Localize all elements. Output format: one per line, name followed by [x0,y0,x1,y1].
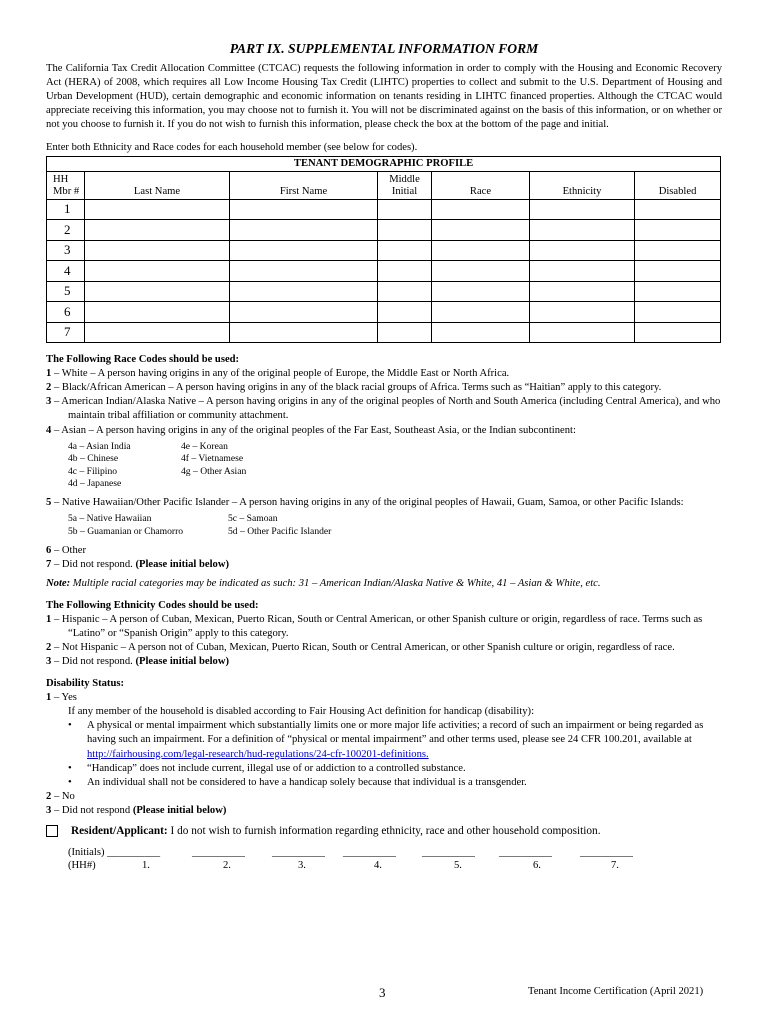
race-cell[interactable] [432,322,530,343]
race-codes-heading: The Following Race Codes should be used: [46,354,240,366]
initials-blank-4[interactable]: __________ [343,847,396,859]
initials-blank-5[interactable]: __________ [422,847,475,859]
asian-subcodes [68,441,722,491]
disabled-cell[interactable] [635,199,721,220]
race-cell[interactable] [432,302,530,323]
disability-bullet-impairment: • A physical or mental impairment which substantially limits one or more major life activities; a record of such an impairment or being regarded as having such an impairment. For a definition of “physical or mental impairment” and other terms used, please see 24 CFR 100.201, available at http://fairhousing.com/legal-research/hud-regulations/24-cfr-100201-definitions. [68,719,722,761]
resident-optout-text: I do not wish to furnish information regarding ethnicity, race and other household composition. [167,824,601,837]
resident-optout-row [46,824,722,838]
last-name-cell[interactable] [85,281,230,302]
hh-mbr-number: 5 [47,281,85,302]
table-header-row [47,171,721,199]
multiple-race-note: Note: Multiple racial categories may be indicated as such: 31 – American Indian/Alaska Native & White, 41 – Asian & White, etc. [46,578,601,590]
disabled-cell[interactable] [635,322,721,343]
disability-section [46,677,722,818]
header-hh-mbr: HH Mbr # [47,171,85,199]
form-page [46,40,722,878]
middle-initial-cell[interactable] [378,220,432,241]
middle-initial-cell[interactable] [378,322,432,343]
hh-mbr-number: 6 [47,302,85,323]
hh-mbr-number: 3 [47,240,85,261]
disability-bullets [46,719,722,789]
ethnicity-cell[interactable] [530,220,635,241]
pacific-subcode: 5d – Other Pacific Islander [228,525,332,537]
demographic-table [46,156,721,344]
table-row [47,199,721,220]
hh-number-5: 5. [454,860,462,872]
initials-blank-6[interactable]: __________ [499,847,552,859]
hh-mbr-number: 1 [47,199,85,220]
asian-subcode: 4f – Vietnamese [181,453,244,465]
page-title: PART IX. SUPPLEMENTAL INFORMATION FORM [229,41,539,56]
disabled-cell[interactable] [635,281,721,302]
ethnicity-cell[interactable] [530,199,635,220]
hh-mbr-number: 7 [47,322,85,343]
last-name-cell[interactable] [85,302,230,323]
last-name-cell[interactable] [85,199,230,220]
race-cell[interactable] [432,240,530,261]
last-name-cell[interactable] [85,220,230,241]
ethnicity-cell[interactable] [530,240,635,261]
table-row [47,220,721,241]
first-name-cell[interactable] [230,281,378,302]
enter-codes-instruction: Enter both Ethnicity and Race codes for each household member (see below for codes). [46,142,418,154]
ethnicity-code-2: 2 – Not Hispanic – A person not of Cuban, Mexican, Puerto Rican, South or Central American, or other Spanish culture or origin, regardless of race. [46,641,675,653]
race-code-3: 3 – American Indian/Alaska Native – A person having origins in any of the original peoples of North and South America (including Central America), and who maintain tribal affiliation or community attachment. [46,396,721,422]
resident-applicant-label: Resident/Applicant: [71,824,168,837]
asian-subcode: 4e – Korean [181,440,228,452]
race-code-1: 1 – White – A person having origins in any of the original people of Europe, the Middle East or North Africa. [46,368,510,380]
race-code-2: 2 – Black/African American – A person having origins in any of the black racial groups of Africa. Terms such as “Haitian” apply to this category. [46,382,662,394]
initials-blank-2[interactable]: __________ [192,847,245,859]
initials-blank-7[interactable]: __________ [580,847,633,859]
page-number: 3 [379,985,386,1000]
middle-initial-cell[interactable] [378,302,432,323]
hh-number-4: 4. [374,860,382,872]
ethnicity-codes-section [46,599,722,669]
first-name-cell[interactable] [230,199,378,220]
table-row [47,322,721,343]
last-name-cell[interactable] [85,261,230,282]
race-code-6: 6 – Other [46,545,87,557]
table-row [47,240,721,261]
race-code-7: 7 – Did not respond. (Please initial below) [46,559,230,571]
first-name-cell[interactable] [230,220,378,241]
middle-initial-cell[interactable] [378,261,432,282]
intro-paragraph: The California Tax Credit Allocation Committee (CTCAC) requests the following information in order to comply with the Housing and Economic Recovery Act (HERA) of 2008, which requires all Low Income Housing Tax Credit (LIHTC) properties to collect and submit to the U.S. Department of Housing and Urban Development (HUD), certain demographic and economic information on tenants residing in LIHTC financed properties. Although the CTCAC would appreciate receiving this information, you may choose not to furnish it. You will not be discriminated against on the basis of this information, or on whether or not you choose to furnish it. If you do not wish to furnish this information, please check the box at the bottom of the page and initial. [46,63,722,131]
ethnicity-cell[interactable] [530,322,635,343]
disability-did-not-respond: 3 – Did not respond (Please initial below) [46,804,227,816]
table-row [47,261,721,282]
asian-subcode: 4g – Other Asian [181,465,247,477]
asian-subcode: 4d – Japanese [68,478,122,490]
asian-subcode: 4b – Chinese [68,453,119,465]
table-row [47,281,721,302]
first-name-cell[interactable] [230,261,378,282]
table-row [47,302,721,323]
disability-heading: Disability Status: [46,678,124,690]
header-disabled: Disabled [635,171,721,199]
race-cell[interactable] [432,281,530,302]
header-ethnicity: Ethnicity [530,171,635,199]
ethnicity-code-1: 1 – Hispanic – A person of Cuban, Mexican, Puerto Rican, South or Central American, or other Spanish culture or origin, regardless of race. Terms such as “Latino” or “Spanish Origin” apply to this category. [46,613,703,639]
race-cell[interactable] [432,261,530,282]
hh-mbr-number: 4 [47,261,85,282]
race-code-4: 4 – Asian – A person having origins in any of the original peoples of the Far East, Southeast Asia, or the Indian subcontinent: [46,424,576,436]
disabled-cell[interactable] [635,220,721,241]
pacific-subcode: 5b – Guamanian or Chamorro [68,525,184,537]
asian-subcode: 4c – Filipino [68,465,118,477]
middle-initial-cell[interactable] [378,199,432,220]
optout-checkbox[interactable] [46,825,58,837]
pacific-subcode: 5a – Native Hawaiian [68,513,152,525]
header-first-name: First Name [230,171,378,199]
middle-initial-cell[interactable] [378,240,432,261]
hud-regulations-link[interactable]: http://fairhousing.com/legal-research/hud-regulations/24-cfr-100201-definitions. [87,748,429,760]
hh-number-label: (HH#) [68,860,96,872]
disability-no: 2 – No [46,790,75,802]
disabled-cell[interactable] [635,302,721,323]
initials-label: (Initials) __________ [68,847,161,859]
initials-blank-3[interactable]: __________ [272,847,325,859]
ethnicity-code-3: 3 – Did not respond. (Please initial below) [46,655,230,667]
header-middle-initial: Middle Initial [378,171,432,199]
table-title: TENANT DEMOGRAPHIC PROFILE [47,156,721,171]
asian-subcode: 4a – Asian India [68,440,131,452]
header-last-name: Last Name [85,171,230,199]
hh-number-1: 1. [142,860,150,872]
disability-bullet-handicap: • “Handicap” does not include current, illegal use of or addiction to a controlled substance. [68,762,722,776]
first-name-cell[interactable] [230,240,378,261]
disabled-cell[interactable] [635,261,721,282]
middle-initial-cell[interactable] [378,281,432,302]
ethnicity-cell[interactable] [530,261,635,282]
form-name: Tenant Income Certification (April 2021) [528,986,704,997]
disability-bullet-transgender: • An individual shall not be considered to have a handicap solely because that individual is a transgender. [68,776,722,790]
disability-definition-intro: If any member of the household is disabled according to Fair Housing Act definition for handicap (disability): [68,706,535,718]
ethnicity-cell[interactable] [530,281,635,302]
hh-number-6: 6. [533,860,541,872]
race-cell[interactable] [432,199,530,220]
hh-number-7: 7. [611,860,619,872]
race-cell[interactable] [432,220,530,241]
first-name-cell[interactable] [230,322,378,343]
disability-yes: 1 – Yes [46,692,77,704]
ethnicity-cell[interactable] [530,302,635,323]
ethnicity-codes-heading: The Following Ethnicity Codes should be used: [46,599,259,611]
hh-number-2: 2. [223,860,231,872]
pacific-subcodes [68,513,722,538]
hh-number-3: 3. [298,860,306,872]
first-name-cell[interactable] [230,302,378,323]
race-codes-section [46,353,722,592]
last-name-cell[interactable] [85,240,230,261]
initials-area [46,846,722,878]
disabled-cell[interactable] [635,240,721,261]
last-name-cell[interactable] [85,322,230,343]
pacific-subcode: 5c – Samoan [228,513,278,525]
hh-mbr-number: 2 [47,220,85,241]
header-race: Race [432,171,530,199]
race-code-5: 5 – Native Hawaiian/Other Pacific Islander – A person having origins in any of the original peoples of Hawaii, Guam, Samoa, or other Pacific Islands: [46,497,684,508]
